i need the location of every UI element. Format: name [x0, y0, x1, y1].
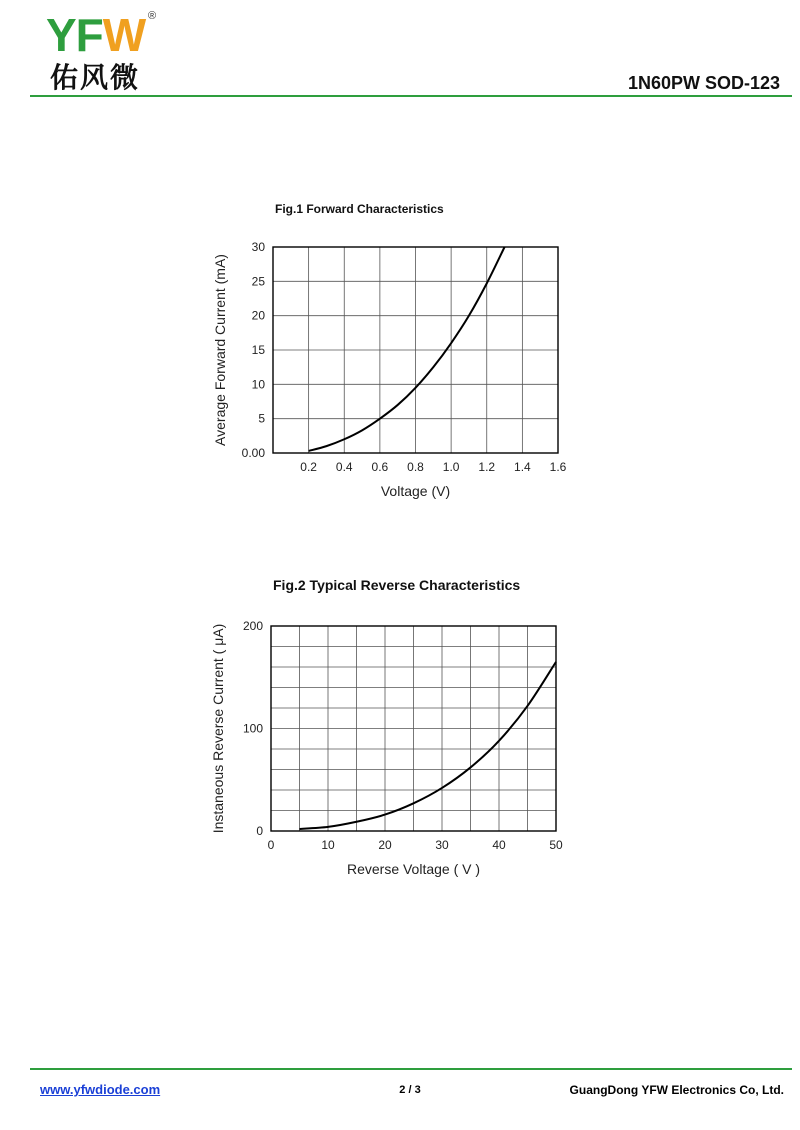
y-tick-label: 10: [251, 377, 265, 392]
y-tick-label: 5: [258, 411, 265, 426]
y-axis-label: Average Forward Current (mA): [212, 254, 228, 446]
x-tick-label: 0: [267, 838, 275, 852]
y-tick-label: 200: [242, 619, 263, 633]
page-number: 2 / 3: [399, 1084, 421, 1096]
x-tick-label: 1.0: [442, 460, 460, 474]
x-tick-label: 10: [321, 838, 335, 852]
x-axis-label: Reverse Voltage ( V ): [346, 861, 481, 877]
company-name: GuangDong YFW Electronics Co, Ltd.: [569, 1083, 784, 1097]
footer-rule: [30, 1068, 792, 1070]
x-axis-label: Voltage (V): [380, 483, 451, 499]
x-tick-label: 1.6: [549, 460, 567, 474]
logo-letters: YFW: [46, 9, 146, 61]
series-line: [300, 662, 557, 829]
header-rule: [30, 95, 792, 97]
x-tick-label: 0.6: [371, 460, 389, 474]
x-tick-label: 1.4: [514, 460, 531, 474]
chart-reverse-characteristics: [0, 568, 800, 888]
company-logo: [40, 10, 170, 95]
chart-forward-characteristics: [0, 190, 800, 510]
y-axis-label: Instaneous Reverse Current ( μA): [210, 623, 226, 834]
page-header: [0, 0, 800, 100]
chart-title: Fig.1 Forward Characteristics: [275, 202, 444, 216]
y-tick-label: 0: [256, 824, 263, 838]
figure-2-reverse-characteristics: [0, 568, 800, 888]
website-link[interactable]: www.yfwdiode.com: [40, 1082, 161, 1097]
chart-title: Fig.2 Typical Reverse Characteristics: [273, 577, 521, 593]
y-tick-label: 30: [251, 240, 265, 254]
x-tick-label: 30: [435, 838, 449, 852]
x-tick-label: 1.2: [478, 460, 496, 474]
x-tick-label: 50: [549, 838, 563, 852]
y-tick-label: 100: [242, 721, 263, 736]
logo-chinese-name: 佑风微: [50, 61, 141, 94]
x-tick-label: 0.8: [407, 460, 424, 474]
series-line: [309, 247, 505, 451]
y-tick-label: 25: [251, 274, 265, 289]
figure-1-forward-characteristics: [0, 190, 800, 510]
x-tick-label: 20: [378, 838, 392, 852]
y-tick-label: 15: [251, 343, 265, 357]
y-tick-label: 0.00: [241, 446, 265, 460]
x-tick-label: 0.2: [300, 460, 317, 474]
part-number-title: 1N60PW SOD-123: [627, 73, 780, 93]
x-tick-label: 0.4: [335, 460, 353, 474]
y-tick-label: 20: [251, 308, 265, 323]
registered-mark: ®: [148, 10, 157, 22]
x-tick-label: 40: [492, 838, 506, 852]
